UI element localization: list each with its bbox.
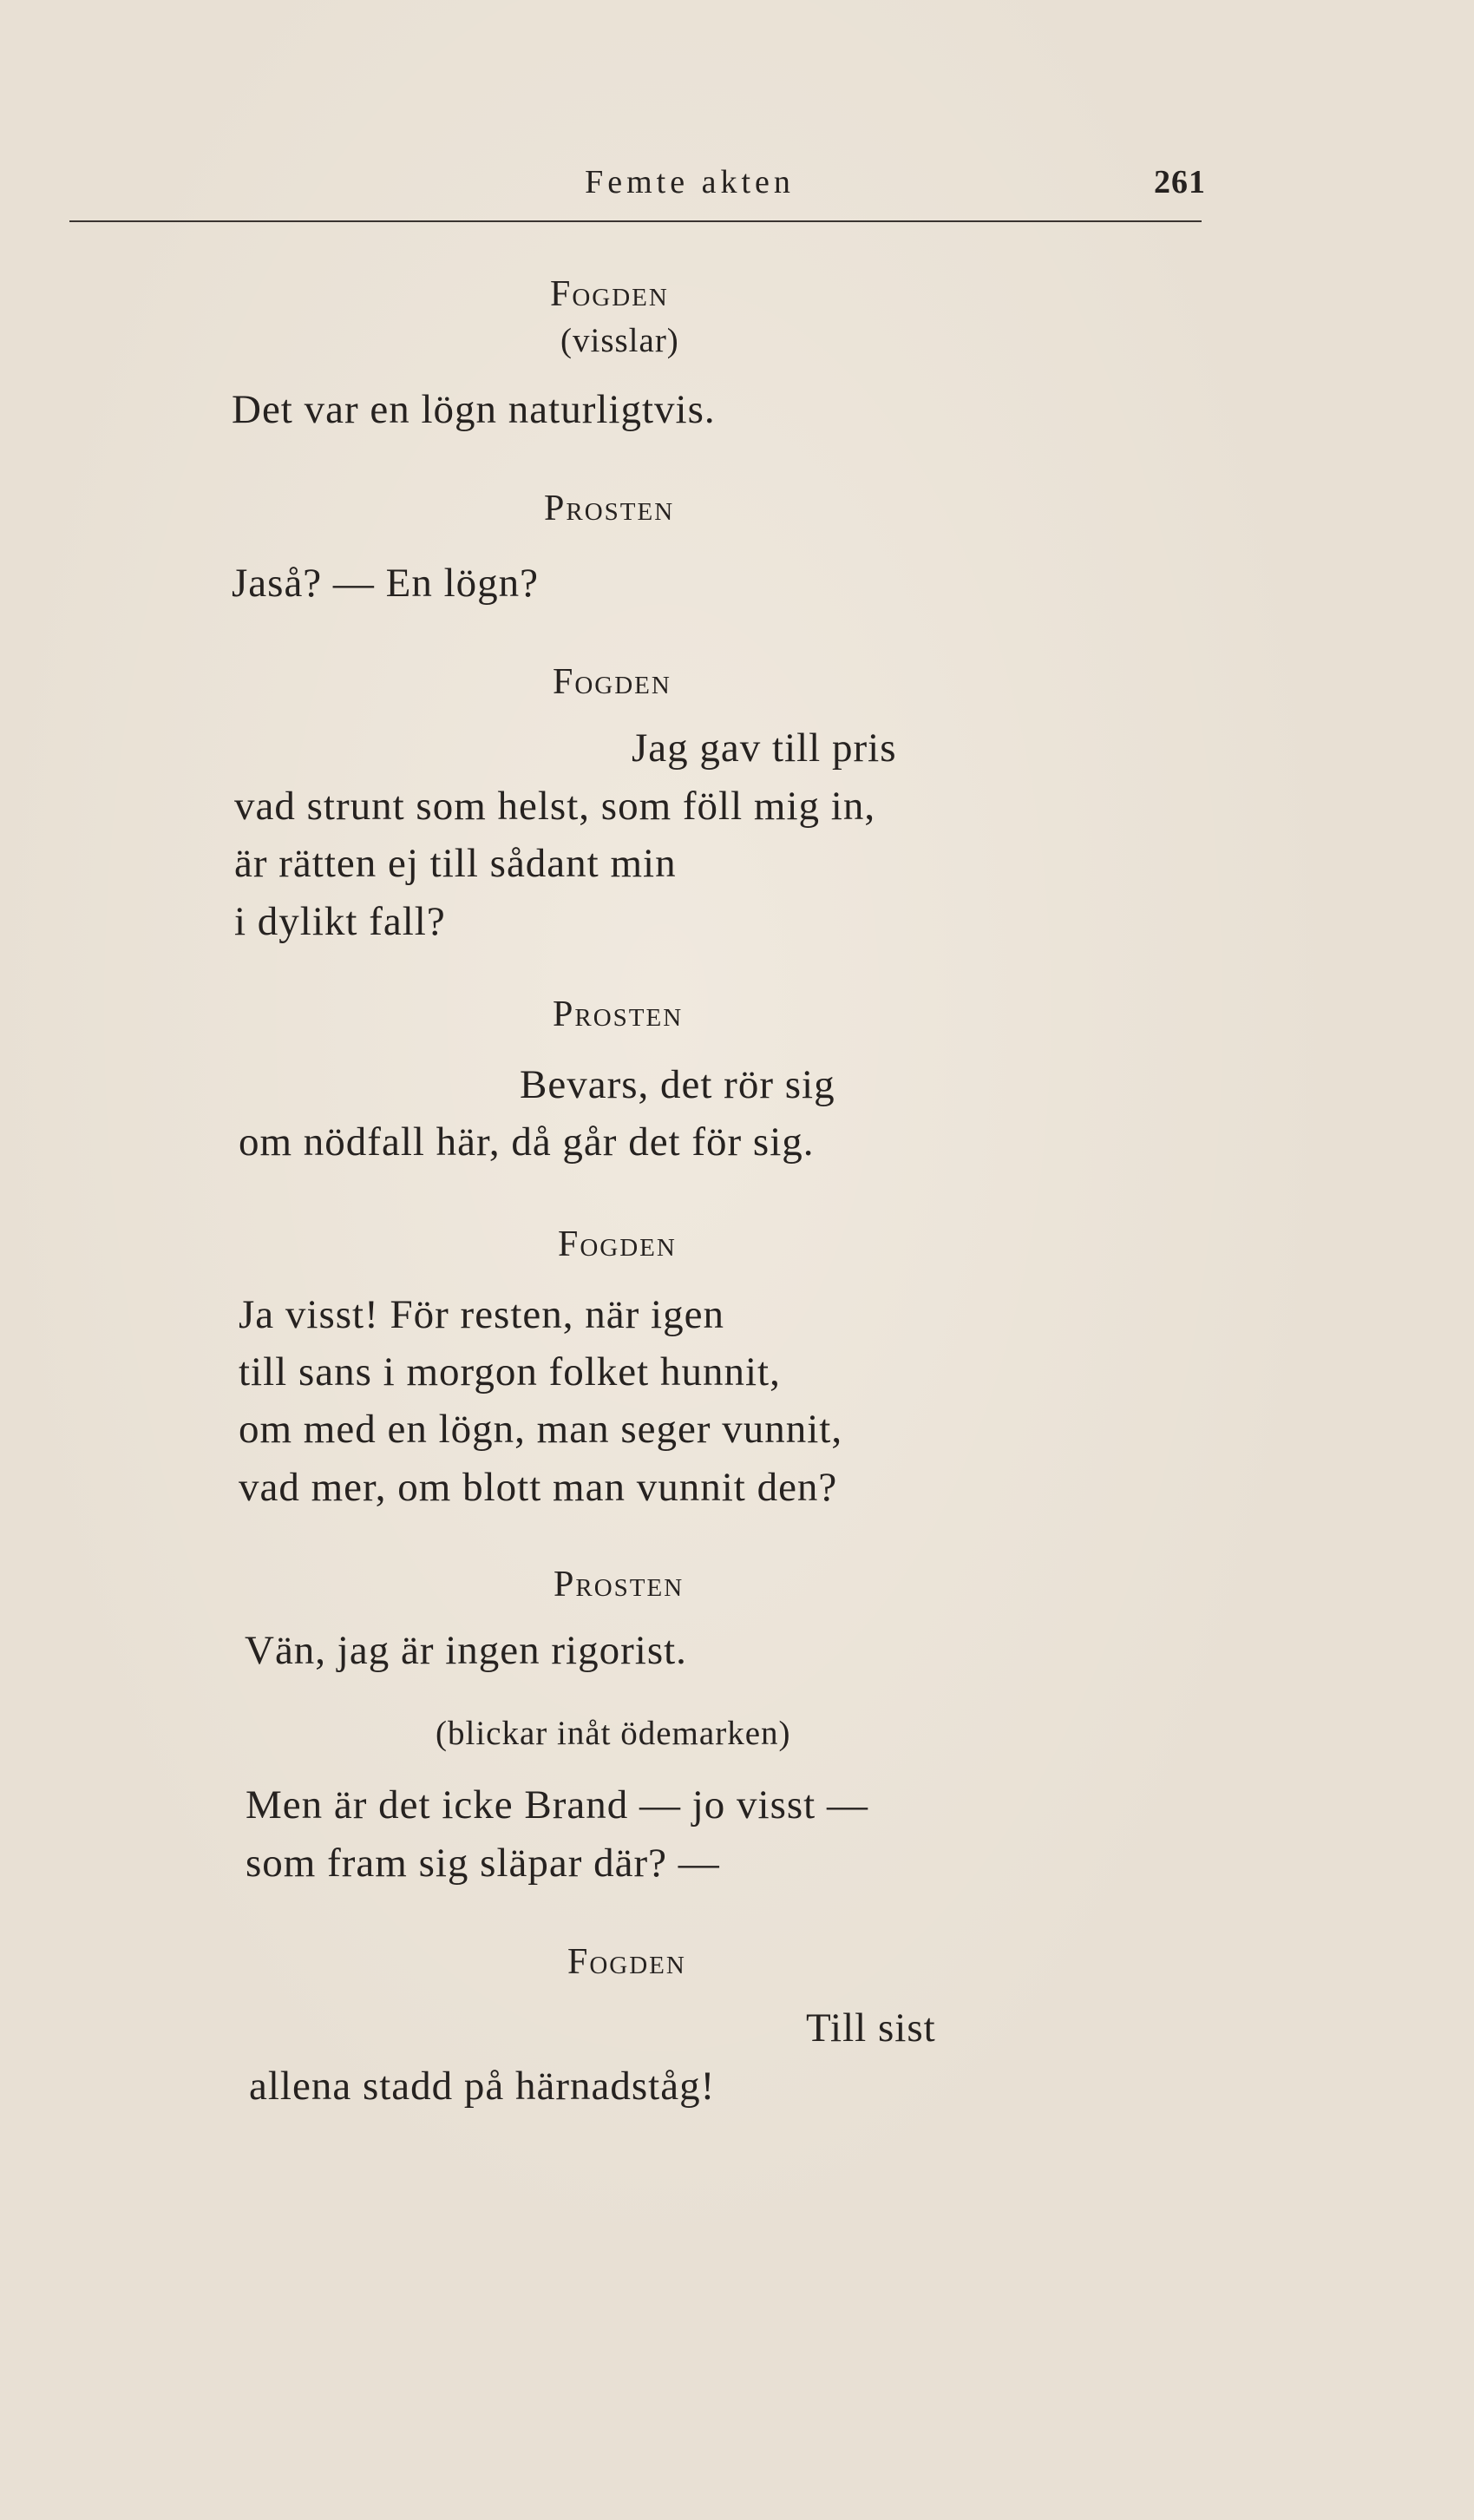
verse-line: Det var en lögn naturligtvis. <box>232 387 716 432</box>
verse-line: Jag gav till pris <box>632 725 897 771</box>
verse-line: om med en lögn, man seger vunnit, <box>239 1407 843 1452</box>
verse-line: vad mer, om blott man vunnit den? <box>239 1465 838 1510</box>
verse-line: till sans i morgon folket hunnit, <box>239 1349 781 1395</box>
verse-line: Ja visst! För resten, när igen <box>239 1292 724 1337</box>
verse-line: allena stadd på härnadståg! <box>249 2064 716 2109</box>
verse-line: är rätten ej till sådant min <box>234 841 677 886</box>
speaker-name: Prosten <box>544 489 675 528</box>
speaker-name: Prosten <box>553 994 684 1034</box>
verse-line: Men är det icke Brand — jo visst — <box>246 1782 868 1828</box>
speaker-name: Fogden <box>567 1942 686 1982</box>
verse-line: om nödfall här, då går det för sig. <box>239 1119 815 1165</box>
verse-line: i dylikt fall? <box>234 899 446 944</box>
stage-direction: (visslar) <box>560 322 679 359</box>
verse-line: Bevars, det rör sig <box>520 1062 835 1107</box>
verse-line: Vän, jag är ingen rigorist. <box>245 1628 687 1673</box>
verse-line: vad strunt som helst, som föll mig in, <box>234 784 876 829</box>
verse-line: Jaså? — En lögn? <box>232 561 540 606</box>
speaker-name: Fogden <box>550 274 669 314</box>
page-header <box>69 163 1206 207</box>
header-rule <box>69 220 1202 222</box>
verse-line: som fram sig släpar där? — <box>246 1841 720 1886</box>
verse-line: Till sist <box>806 2005 936 2051</box>
speaker-name: Prosten <box>554 1565 685 1605</box>
speaker-name: Fogden <box>553 662 671 702</box>
speaker-name: Fogden <box>558 1224 677 1264</box>
stage-direction: (blickar inåt ödemarken) <box>436 1715 791 1752</box>
running-title: Femte akten <box>585 164 795 200</box>
page-number: 261 <box>1154 164 1206 200</box>
